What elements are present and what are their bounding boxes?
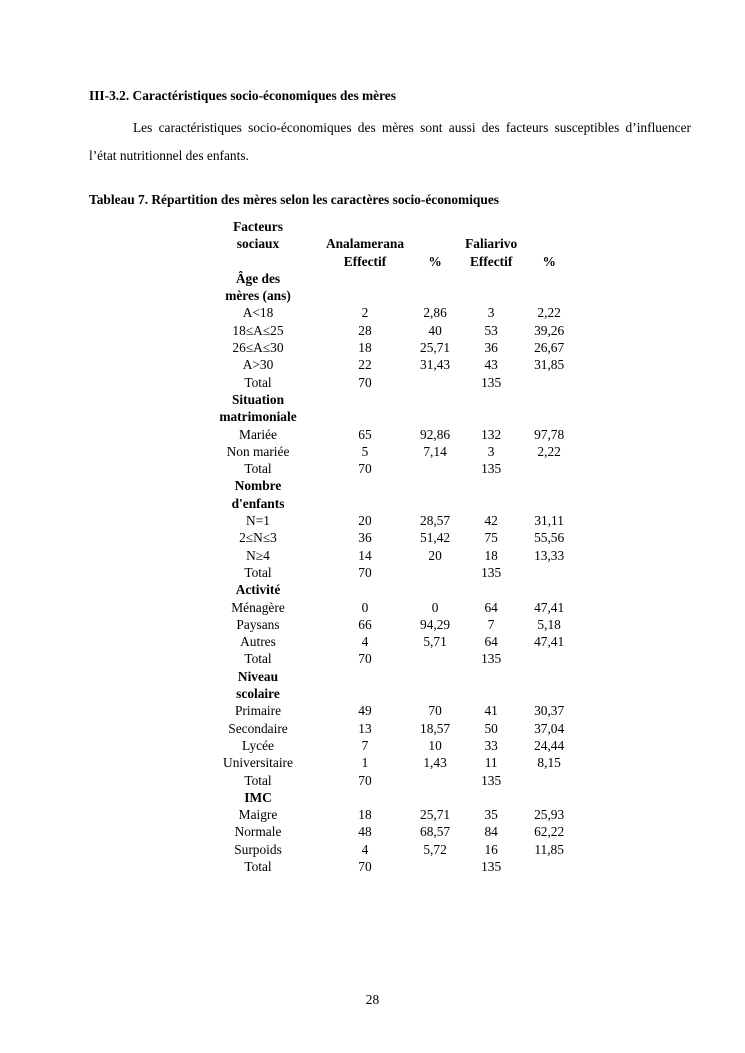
row-label: Non mariée (226, 443, 290, 459)
row-label: Total (244, 461, 272, 477)
cell-e1: 13 (358, 720, 372, 736)
cell-p1: 25,71 (420, 340, 451, 356)
cell-p2: 62,22 (534, 824, 565, 840)
table-row (206, 841, 566, 858)
cell-p2: 26,67 (534, 340, 565, 356)
page-number: 28 (365, 992, 380, 1007)
table-row (206, 374, 566, 391)
cell-e2: 50 (484, 720, 498, 736)
cell-e2: 64 (484, 634, 498, 650)
cell-p2 (532, 650, 566, 667)
cell-e1: 70 (358, 858, 372, 874)
cell-p1: 2,86 (423, 305, 447, 321)
table-row (206, 754, 566, 771)
cell-e1: 18 (358, 340, 372, 356)
cell-p1: 18,57 (420, 720, 451, 736)
cell-e1: 36 (358, 530, 372, 546)
cell-e1: 22 (358, 357, 372, 373)
table-row (206, 512, 566, 529)
cell-e1: 0 (361, 599, 369, 615)
group-title-row (206, 270, 566, 287)
cell-e2: 33 (484, 737, 498, 753)
row-label: N=1 (246, 513, 270, 529)
cell-e1: 5 (361, 443, 369, 459)
table-row (206, 304, 566, 321)
cell-p2: 39,26 (534, 322, 565, 338)
cell-p1: 70 (428, 703, 442, 719)
header-site-faliarivo: Faliarivo (465, 236, 518, 252)
row-label: Primaire (234, 703, 282, 719)
cell-p1 (420, 374, 450, 391)
cell-p2: 8,15 (537, 755, 561, 771)
cell-e1: 66 (358, 616, 372, 632)
table-row (206, 823, 566, 840)
cell-p2 (532, 374, 566, 391)
table-row (206, 720, 566, 737)
section-heading: III-3.2. Caractéristiques socio-économiques des mères (89, 88, 396, 103)
header-factors-line2: sociaux (236, 236, 280, 252)
group-title-row (206, 789, 566, 806)
group-title: Situation (231, 391, 285, 407)
cell-e2: 36 (484, 340, 498, 356)
cell-p1: 92,86 (420, 426, 451, 442)
row-label: Ménagère (231, 599, 285, 615)
cell-e2: 135 (481, 858, 502, 874)
group-title: IMC (244, 789, 272, 805)
cell-p1: 20 (428, 547, 442, 563)
row-label: Normale (234, 824, 282, 840)
cell-p2: 5,18 (537, 616, 561, 632)
cell-e2: 42 (484, 513, 498, 529)
cell-e2: 135 (481, 461, 502, 477)
group-title: Nombre (234, 478, 282, 494)
header-percent-2: % (542, 253, 556, 269)
cell-e2: 41 (484, 703, 498, 719)
table-row (206, 633, 566, 650)
cell-e2: 135 (481, 772, 502, 788)
row-label: Total (244, 374, 272, 390)
cell-e1: 70 (358, 564, 372, 580)
cell-p1: 0 (431, 599, 439, 615)
table-row (206, 547, 566, 564)
cell-e1: 70 (358, 772, 372, 788)
row-label: 2≤N≤3 (239, 530, 277, 546)
cell-p1 (420, 772, 450, 789)
table-row (206, 616, 566, 633)
header-row-2 (206, 235, 566, 252)
cell-p2: 30,37 (534, 703, 565, 719)
cell-e2: 135 (481, 564, 502, 580)
cell-e1: 70 (358, 651, 372, 667)
cell-p2: 31,85 (534, 357, 565, 373)
header-row-1 (206, 218, 566, 235)
table-row (206, 443, 566, 460)
row-label: A<18 (242, 305, 274, 321)
cell-p1: 51,42 (420, 530, 451, 546)
cell-p1: 5,71 (423, 634, 447, 650)
table-row (206, 356, 566, 373)
table-row (206, 564, 566, 581)
cell-p1 (420, 460, 450, 477)
socio-economic-table (206, 218, 566, 875)
group-title: Activité (235, 582, 281, 598)
cell-e1: 4 (361, 634, 369, 650)
cell-p1: 1,43 (423, 755, 447, 771)
cell-p1: 31,43 (420, 357, 451, 373)
cell-e1: 4 (361, 841, 369, 857)
group-title-row (206, 581, 566, 598)
group-title-row (206, 668, 566, 685)
cell-p1: 94,29 (420, 616, 451, 632)
table-row (206, 339, 566, 356)
cell-p2 (532, 772, 566, 789)
cell-p2: 97,78 (534, 426, 565, 442)
group-title-row (206, 287, 566, 304)
cell-p2: 31,11 (534, 513, 564, 529)
group-title: Âge des (235, 270, 281, 286)
group-title: matrimoniale (219, 409, 297, 425)
header-row-3 (206, 253, 566, 270)
cell-e2: 7 (487, 616, 495, 632)
cell-e1: 70 (358, 374, 372, 390)
table-row (206, 599, 566, 616)
cell-e1: 20 (358, 513, 372, 529)
cell-p1: 5,72 (423, 841, 447, 857)
cell-e2: 35 (484, 807, 498, 823)
cell-p2 (532, 460, 566, 477)
row-label: 18≤A≤25 (232, 322, 284, 338)
group-title-row (206, 391, 566, 408)
cell-p2 (532, 564, 566, 581)
row-label: Surpoids (234, 841, 282, 857)
row-label: Mariée (239, 426, 277, 442)
cell-p1 (420, 564, 450, 581)
row-label: Paysans (236, 616, 280, 632)
cell-e1: 28 (358, 322, 372, 338)
header-effectif-2: Effectif (469, 253, 513, 269)
row-label: Secondaire (228, 720, 288, 736)
cell-e1: 2 (361, 305, 369, 321)
table-row (206, 858, 566, 875)
row-label: Total (244, 858, 272, 874)
cell-p2: 2,22 (537, 443, 561, 459)
cell-e2: 53 (484, 322, 498, 338)
header-percent-1: % (428, 253, 442, 269)
cell-e2: 16 (484, 841, 498, 857)
table-row (206, 650, 566, 667)
cell-e2: 135 (481, 374, 502, 390)
table-row (206, 426, 566, 443)
row-label: Total (244, 564, 272, 580)
cell-e2: 18 (484, 547, 498, 563)
cell-p2: 2,22 (537, 305, 561, 321)
cell-p2: 47,41 (534, 634, 565, 650)
table-row (206, 737, 566, 754)
row-label: 26≤A≤30 (232, 340, 284, 356)
cell-p1 (420, 650, 450, 667)
table-caption: Tableau 7. Répartition des mères selon les caractères socio-économiques (89, 192, 499, 207)
cell-p1: 25,71 (420, 807, 451, 823)
row-label: A>30 (242, 357, 274, 373)
table-row (206, 806, 566, 823)
header-site-analamerana: Analamerana (325, 236, 405, 252)
cell-e1: 65 (358, 426, 372, 442)
cell-e2: 64 (484, 599, 498, 615)
table-row (206, 529, 566, 546)
cell-p2 (532, 858, 566, 875)
cell-p2: 24,44 (534, 737, 565, 753)
cell-e2: 3 (487, 305, 495, 321)
cell-e1: 1 (361, 755, 369, 771)
header-factors-line1: Facteurs (233, 219, 283, 234)
table-row (206, 772, 566, 789)
group-title-row (206, 408, 566, 425)
row-label: Lycée (242, 737, 274, 753)
cell-e1: 70 (358, 461, 372, 477)
cell-e2: 43 (484, 357, 498, 373)
row-label: Maigre (238, 807, 278, 823)
row-label: Total (244, 651, 272, 667)
cell-e2: 3 (487, 443, 495, 459)
cell-p2: 25,93 (534, 807, 565, 823)
cell-e2: 75 (484, 530, 498, 546)
row-label: Total (244, 772, 272, 788)
group-title: mères (ans) (225, 288, 291, 304)
cell-p1: 10 (428, 737, 442, 753)
cell-e1: 7 (361, 737, 369, 753)
cell-e1: 48 (358, 824, 372, 840)
group-title: Niveau (237, 668, 279, 684)
cell-e2: 84 (484, 824, 498, 840)
cell-e2: 11 (484, 755, 498, 771)
cell-p2: 47,41 (534, 599, 565, 615)
group-title-row (206, 495, 566, 512)
cell-p1: 40 (428, 322, 442, 338)
table-row (206, 322, 566, 339)
header-effectif-1: Effectif (343, 253, 387, 269)
section-paragraph: Les caractéristiques socio-économiques des mères sont aussi des facteurs susceptibles d’influencer l’état nutritionnel des enfants. (89, 120, 691, 163)
group-title: d'enfants (231, 495, 285, 511)
cell-p1 (420, 858, 450, 875)
cell-e2: 135 (481, 651, 502, 667)
cell-p2: 13,33 (534, 547, 565, 563)
cell-p2: 37,04 (534, 720, 565, 736)
cell-p1: 68,57 (420, 824, 451, 840)
group-title-row (206, 477, 566, 494)
row-label: Autres (240, 634, 276, 650)
row-label: N≥4 (246, 547, 270, 563)
cell-e1: 14 (358, 547, 372, 563)
group-title: scolaire (236, 686, 280, 702)
table-row (206, 702, 566, 719)
cell-e2: 132 (481, 426, 502, 442)
table-row (206, 460, 566, 477)
cell-p1: 7,14 (423, 443, 447, 459)
group-title-row (206, 685, 566, 702)
row-label: Universitaire (223, 755, 293, 771)
cell-e1: 49 (358, 703, 372, 719)
cell-p2: 55,56 (534, 530, 565, 546)
cell-p2: 11,85 (534, 841, 564, 857)
cell-e1: 18 (358, 807, 372, 823)
cell-p1: 28,57 (420, 513, 451, 529)
